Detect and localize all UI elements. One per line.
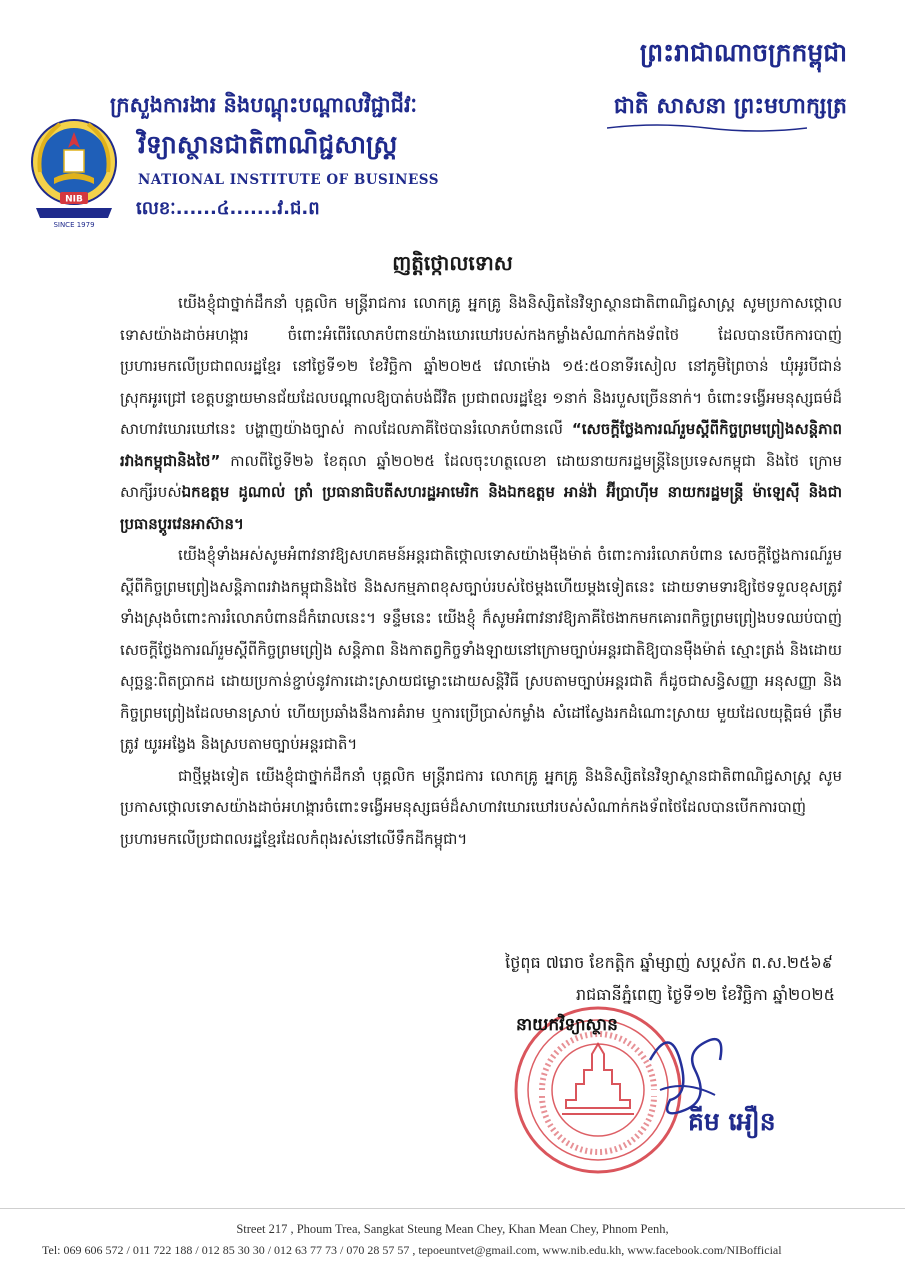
nib-logo (30, 112, 118, 230)
footer-divider (0, 1208, 905, 1209)
national-motto: ជាតិ សាសនា ព្រះមហាក្សត្រ (613, 94, 847, 119)
paragraph-1 (120, 288, 842, 540)
motto-ornament-icon (607, 122, 807, 134)
lunar-date: ថ្ងៃពុធ ៧រោច ខែកត្តិក ឆ្នាំម្សាញ់ សប្តស័ក ព.ស.២៥៦៩ (505, 953, 833, 972)
logo-since: SINCE 1979 (53, 221, 95, 229)
footer-contacts: Tel: 069 606 572 / 011 722 188 / 012 85 30 30 / 012 63 77 73 / 070 28 57 57 , tepoeuntvet@gmail.com, www.nib.edu.kh, www.facebook.com/NIBofficial (42, 1243, 782, 1257)
institute-name-kh: វិទ្យាស្ថានជាតិពាណិជ្ជសាស្ត្រ (138, 130, 398, 159)
paragraph-2: យើងខ្ញុំទាំងអស់សូមអំពាវនាវឱ្យសហគមន៍អន្តរជាតិថ្កោលទោសយ៉ាងម៉ឺងម៉ាត់ ចំពោះការរំលោភបំពាន សេចក្តីថ្លែងការណ៍រួមស្តីពីកិច្ចព្រមព្រៀងសន្តិភាពរវាងកម្ពុជានិងថៃ និងសកម្មភាពខុសច្បាប់របស់ថៃម្តងហើយម្តងទៀតនេះ ដោយទាមទារឱ្យថៃទទួលខុសត្រូវទាំងស្រុងចំពោះការរំលោភបំពានដ៏កំរោលនេះ។ ទន្ទឹមនេះ យើងខ្ញុំ ក៏សូមអំពាវនាវឱ្យភាគីថៃងាកមកគោរពកិច្ចព្រមព្រៀងបទឈប់បាញ់ សេចក្តីថ្លែងការណ៍រួមស្តីពីកិច្ចព្រមព្រៀង សន្តិភាព និងកាតព្វកិច្ចទាំងឡាយនៅក្រោមច្បាប់អន្តរជាតិឱ្យបានម៉ឺងម៉ាត់ ស្មោះត្រង់ និងដោយសុច្ឆន្ទៈពិតប្រាកដ ដោយប្រកាន់ខ្ជាប់នូវការដោះស្រាយជម្លោះដោយសន្តិវិធី ស្របតាមច្បាប់អន្តរជាតិ ក៏ដូចជាសន្ធិសញ្ញា អនុសញ្ញា និងកិច្ចព្រមព្រៀងដែលមានស្រាប់ ហើយប្រឆាំងនឹងការគំរាម ឬការប្រើប្រាស់កម្លាំង សំដៅស្វែងរកដំណោះស្រាយ មួយដែលយុត្តិធម៌ ត្រឹមត្រូវ យូរអង្វែង និងស្របតាមច្បាប់អន្តរជាតិ។ (120, 546, 842, 753)
document-title: ញត្តិថ្កោលទោស (392, 251, 513, 275)
signer-name: គីម អឿន (688, 1107, 776, 1136)
footer-address: Street 217 , Phoum Trea, Sangkat Steung Mean Chey, Khan Mean Chey, Phnom Penh, (236, 1222, 669, 1236)
paragraph-1-bold-witnesses: ឯកឧត្តម ដូណាល់ ត្រាំ ប្រធានាធិបតីសហរដ្ឋអាមេរិក និងឯកឧត្តម អាន់វ៉ា អ៊ីប្រាហ៊ីម នាយករដ្ឋមន្ត្រី ម៉ាឡេស៊ី និងជាប្រធានប្តូរវេនអាស៊ាន។ (120, 483, 842, 533)
ministry-name: ក្រសួងការងារ និងបណ្តុះបណ្តាលវិជ្ជាជីវៈ (110, 93, 418, 117)
logo-text: NIB (65, 194, 83, 205)
paragraph-1-text-a: យើងខ្ញុំជាថ្នាក់ដឹកនាំ បុគ្គលិក មន្ត្រីរាជការ លោកគ្រូ អ្នកគ្រូ និងនិស្សិតនៃវិទ្យាស្ថានជាតិពាណិជ្ជសាស្ត្រ សូមប្រកាសថ្កោលទោសយ៉ាងដាច់អហង្ការ ចំពោះអំពើរំលោភបំពានយ៉ាងឃោរឃៅរបស់កងកម្លាំងសំណាក់កងទ័ពថៃ ដែលបានបើកការបាញ់ប្រហារមកលើប្រជាពលរដ្ឋខ្មែរ នៅថ្ងៃទី១២ ខែវិច្ឆិកា ឆ្នាំ២០២៥ វេលាម៉ោង ១៥:៥០នាទីរសៀល នៅភូមិព្រៃចាន់ ឃុំអូរបីជាន់ ស្រុកអូរជ្រៅ ខេត្តបន្ទាយមានជ័យដែលបណ្តាលឱ្យបាត់បង់ជីវិត ប្រជាពលរដ្ឋខ្មែរ ១នាក់ និងរបួសច្រើននាក់។ ចំពោះទង្វើអមនុស្សធម៌ដ៏សាហាវឃោរឃៅនេះ បង្ហាញយ៉ាងច្បាស់ កាលដែលភាគីថៃបានរំលោភបំពានលើ (120, 294, 842, 438)
paragraph-1-text-b: កាលពីថ្ងៃទី២៦ ខែតុលា ឆ្នាំ២០២៥ ដែលចុះហត្ថលេខា ដោយនាយករដ្ឋមន្ត្រីនៃប្រទេសកម្ពុជា និងថៃ ក្រោម សាក្សីរបស់ (120, 451, 842, 501)
kingdom-heading: ព្រះរាជាណាចក្រកម្ពុជា (639, 38, 847, 67)
signer-title: នាយកវិទ្យាស្ថាន (516, 1015, 618, 1035)
reference-number: លេខៈ......៤.......វ.ជ.ព (136, 198, 320, 219)
document-body (120, 288, 842, 855)
institute-name-en: NATIONAL INSTITUTE OF BUSINESS (138, 172, 439, 188)
solar-date: រាជធានីភ្នំពេញ ថ្ងៃទី១២ ខែវិច្ឆិកា ឆ្នាំ២០២៥ (575, 985, 835, 1004)
paragraph-1-bold-statement: “សេចក្តីថ្លែងការណ៍រួមស្តីពីកិច្ចព្រមព្រៀងសន្តិភាពរវាងកម្ពុជានិងថៃ” (120, 420, 842, 470)
paragraph-3: ជាថ្មីម្តងទៀត យើងខ្ញុំជាថ្នាក់ដឹកនាំ បុគ្គលិក មន្ត្រីរាជការ លោកគ្រូ អ្នកគ្រូ និងនិស្សិតនៃវិទ្យាស្ថានជាតិពាណិជ្ជសាស្ត្រ សូមប្រកាសថ្កោលទោសយ៉ាងដាច់អហង្ការចំពោះទង្វើអមនុស្សធម៌ដ៏សាហាវឃោរឃៅរបស់សំណាក់កងទ័ពថៃដែលបានបើកការបាញ់ប្រហារមកលើប្រជាពលរដ្ឋខ្មែរដែលកំពុងរស់នៅលើទឹកដីកម្ពុជា។ (120, 766, 842, 848)
